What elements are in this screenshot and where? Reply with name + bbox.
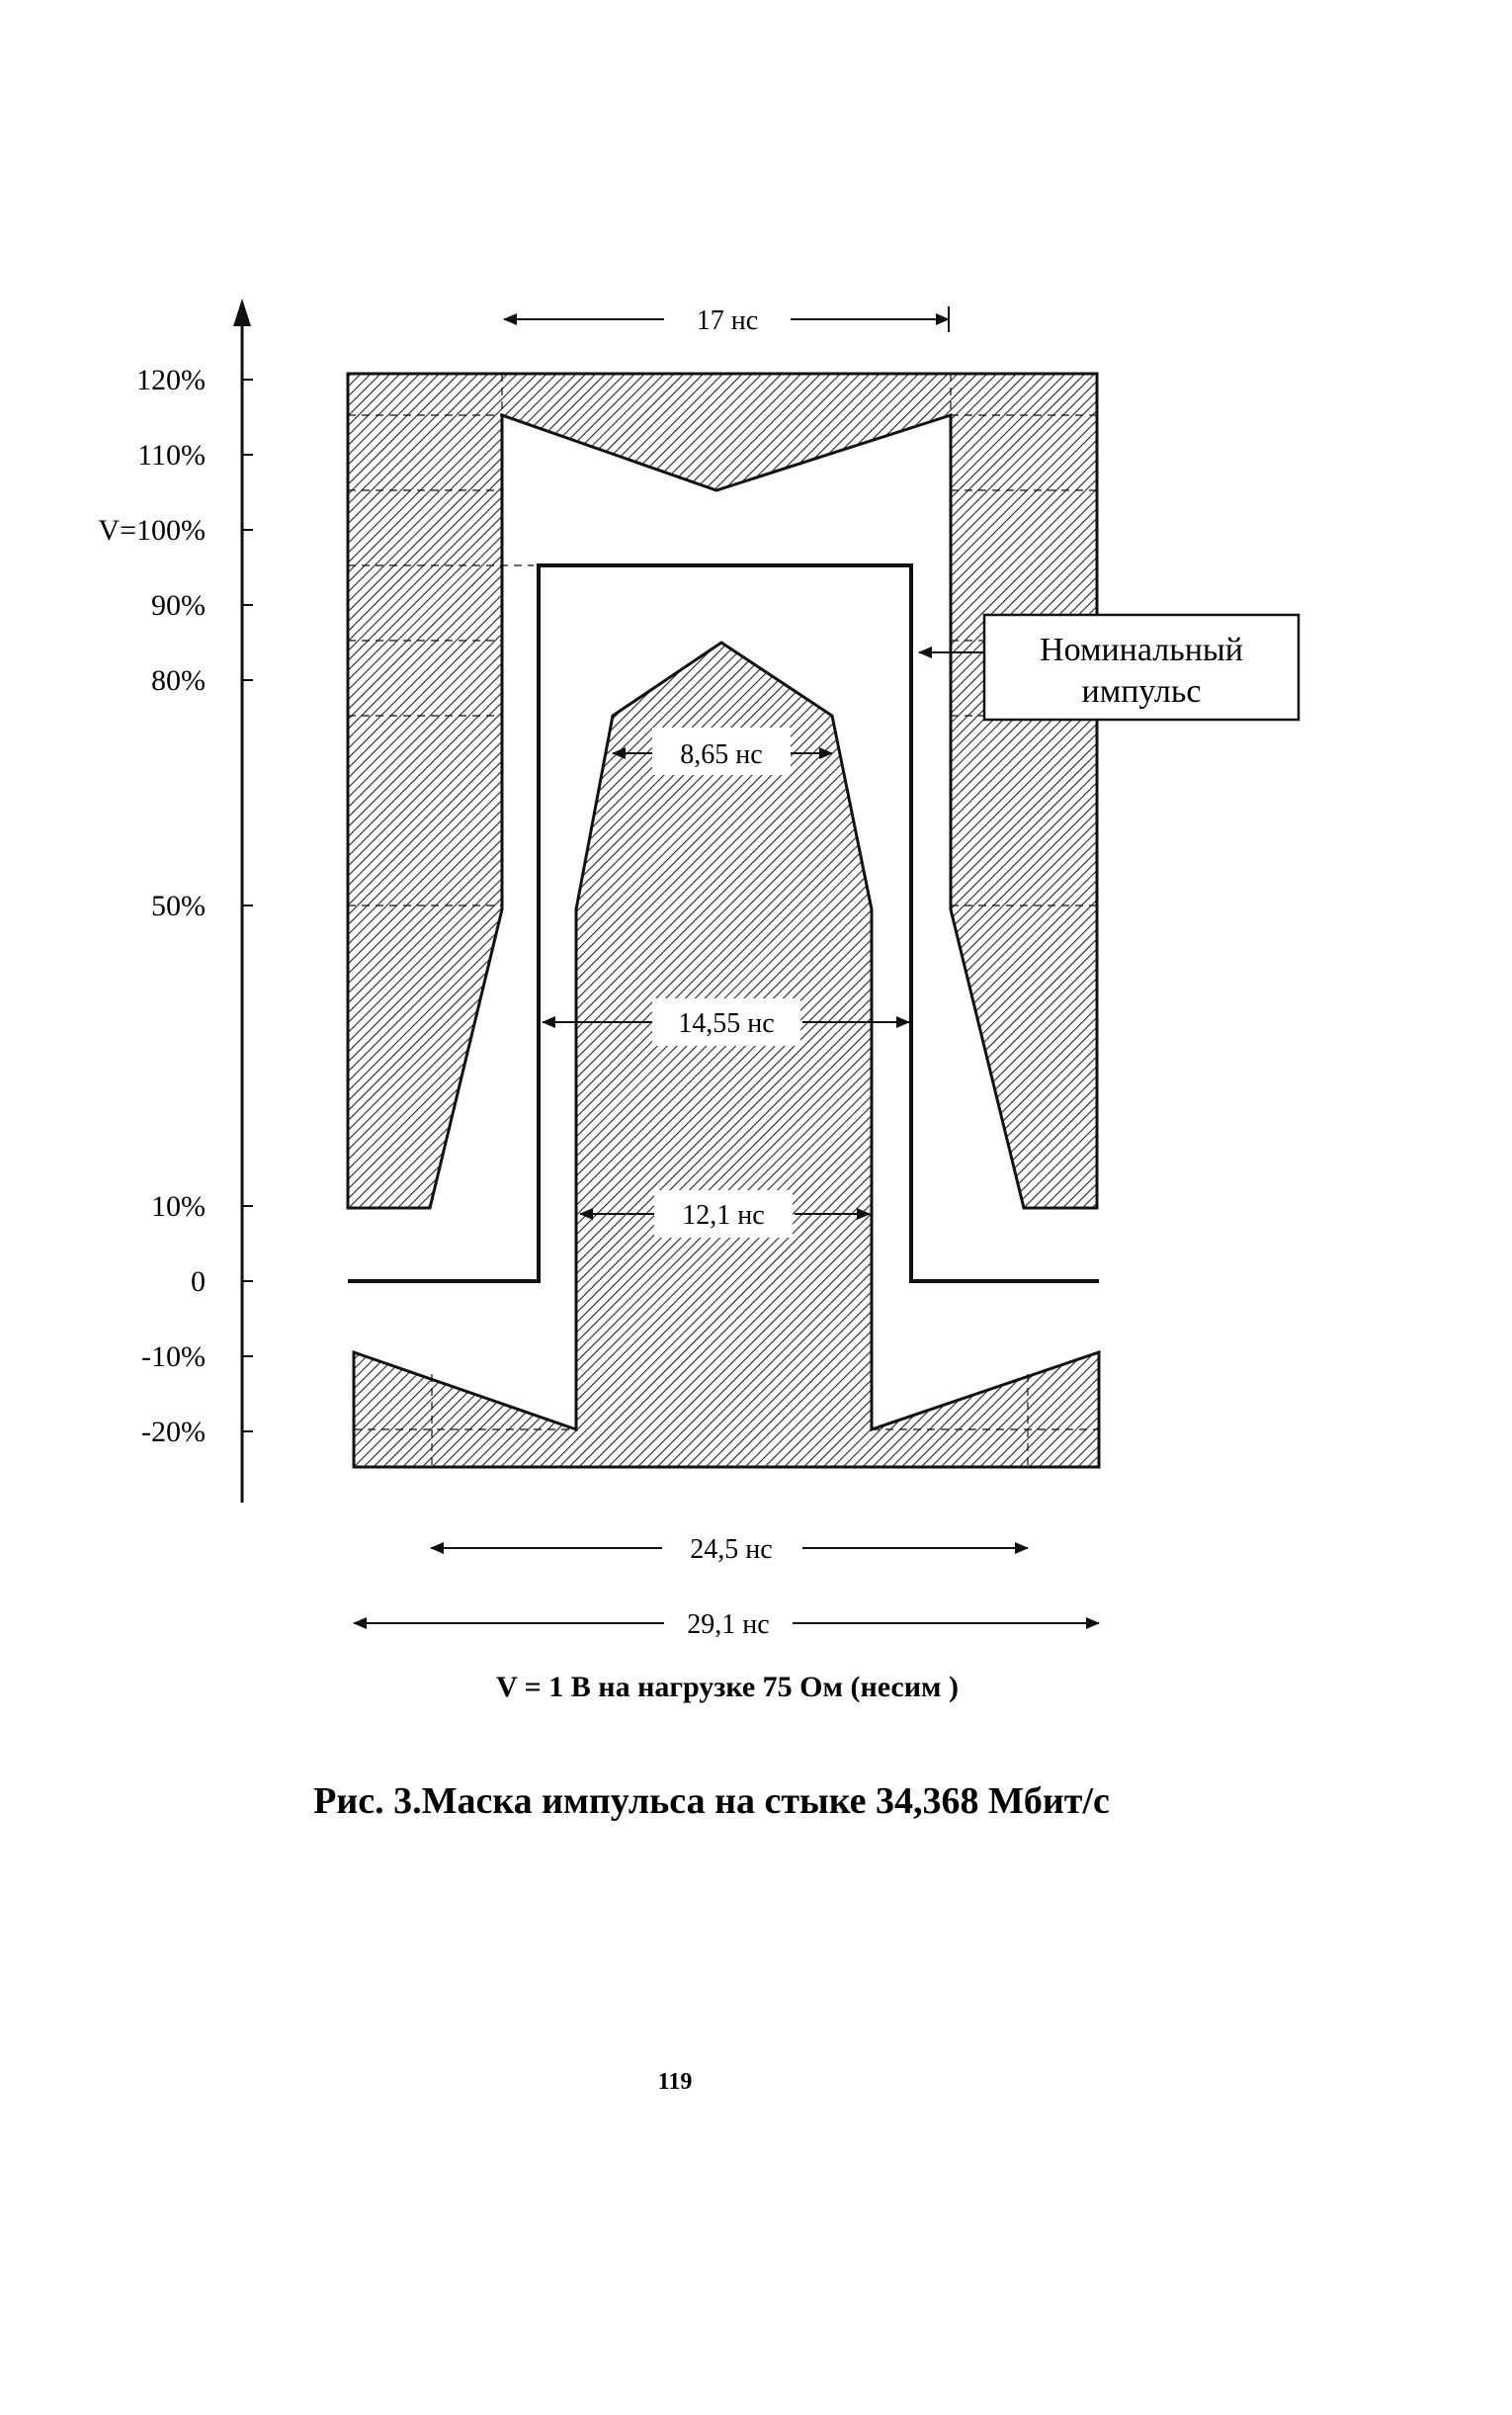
page-number: 119	[657, 2069, 693, 2095]
dimension-17ns	[504, 305, 949, 336]
y-axis-tick-labels	[98, 364, 253, 1448]
dimension-17ns-label: 17 нс	[696, 305, 759, 336]
y-tick-label: 0	[191, 1265, 206, 1298]
dimension-24-5ns-label: 24,5 нс	[690, 1534, 773, 1565]
y-tick-label: -20%	[141, 1416, 206, 1448]
dimension-29-1ns	[354, 1609, 1099, 1640]
y-axis	[233, 299, 251, 1503]
load-subcaption: V = 1 В на нагрузке 75 Ом (несим )	[496, 1671, 959, 1703]
y-tick-label: 10%	[151, 1190, 206, 1223]
nominal-label-line2: импульс	[1081, 673, 1202, 710]
y-tick-label: 50%	[151, 890, 206, 922]
y-tick-label: 120%	[136, 364, 206, 396]
y-axis-arrow-icon	[233, 299, 251, 326]
dimension-14-55ns-label: 14,55 нс	[678, 1008, 775, 1039]
figure-caption: Рис. 3.Маска импульса на стыке 34,368 Мбит/с	[313, 1780, 1110, 1822]
dimension-24-5ns	[431, 1534, 1028, 1565]
y-tick-label: 90%	[151, 589, 206, 622]
y-tick-label: 80%	[151, 664, 206, 697]
dimension-29-1ns-label: 29,1 нс	[687, 1609, 770, 1640]
nominal-label-line1: Номинальный	[1040, 632, 1243, 668]
y-tick-label: 110%	[137, 439, 206, 472]
dimension-8-65ns-label: 8,65 нс	[680, 739, 763, 770]
dimension-12-1ns-label: 12,1 нс	[682, 1200, 765, 1231]
y-tick-label: V=100%	[98, 514, 206, 547]
y-tick-label: -10%	[141, 1340, 206, 1373]
